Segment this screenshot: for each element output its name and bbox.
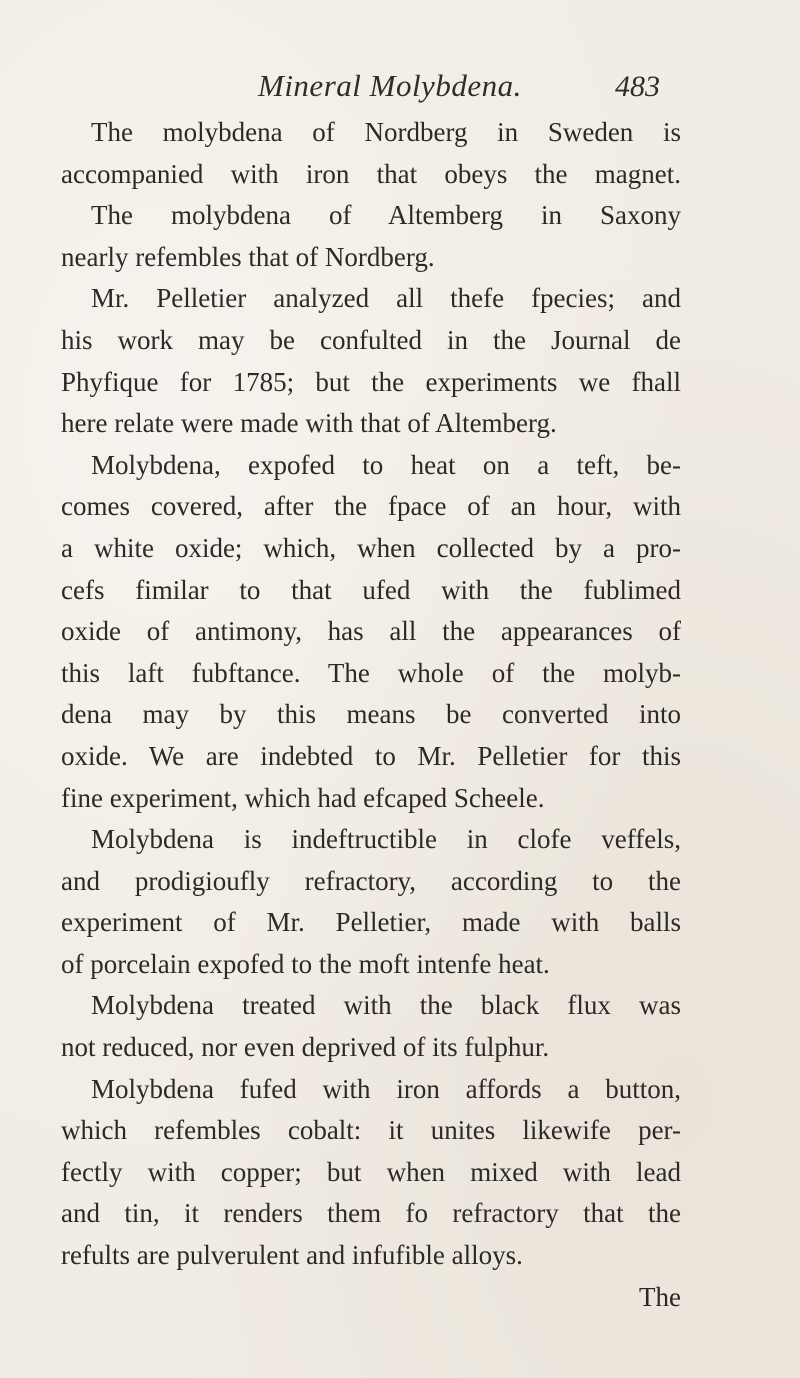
text-line: accompanied with iron that obeys the magnet. (61, 158, 681, 189)
text-line: Mr. Pelletier analyzed all thefe fpecies; and (91, 283, 681, 314)
text-line: dena may by this means be converted into (61, 699, 681, 730)
text-line: comes covered, after the fpace of an hour, with (61, 491, 681, 522)
text-line: a white oxide; which, when collected by a pro- (61, 532, 681, 563)
text-line: fine experiment, which had efcaped Scheele. (61, 782, 545, 813)
catchword: The (639, 1281, 681, 1312)
text-line: refults are pulverulent and infufible alloys. (61, 1240, 523, 1271)
text-line: his work may be confulted in the Journal de (61, 324, 681, 355)
page-number: 483 (615, 70, 660, 103)
text-line: Molybdena treated with the black flux was (91, 990, 681, 1021)
text-line: of porcelain expofed to the moft intenfe heat. (61, 948, 550, 979)
text-line: and tin, it renders them fo refractory that the (61, 1198, 681, 1229)
text-line: here relate were made with that of Altemberg. (61, 408, 557, 439)
running-title: Mineral Molybdena. (258, 68, 522, 103)
text-line: The molybdena of Altemberg in Saxony (91, 200, 681, 231)
text-line: Molybdena is indeftructible in clofe veffels, (91, 824, 681, 855)
text-line: not reduced, nor even deprived of its fulphur. (61, 1032, 550, 1063)
text-line: oxide of antimony, has all the appearances of (61, 616, 681, 647)
text-line: fectly with copper; but when mixed with lead (61, 1156, 681, 1187)
text-line: Molybdena fufed with iron affords a button, (91, 1073, 681, 1104)
text-line: experiment of Mr. Pelletier, made with balls (61, 907, 681, 938)
text-line: Phyfique for 1785; but the experiments we fhall (61, 366, 681, 397)
text-line: Molybdena, expofed to heat on a teft, be- (91, 449, 681, 480)
body-text (61, 112, 681, 1318)
page-header (0, 68, 800, 108)
text-line: The molybdena of Nordberg in Sweden is (91, 117, 681, 147)
text-line: this laft fubftance. The whole of the molyb- (61, 657, 681, 688)
text-line: oxide. We are indebted to Mr. Pelletier for this (61, 740, 681, 771)
text-line: nearly refembles that of Nordberg. (61, 241, 435, 272)
text-line: and prodigioufly refractory, according to the (61, 865, 681, 896)
text-line: cefs fimilar to that ufed with the fublimed (61, 574, 681, 605)
text-line: which refembles cobalt: it unites likewife per- (61, 1115, 681, 1146)
